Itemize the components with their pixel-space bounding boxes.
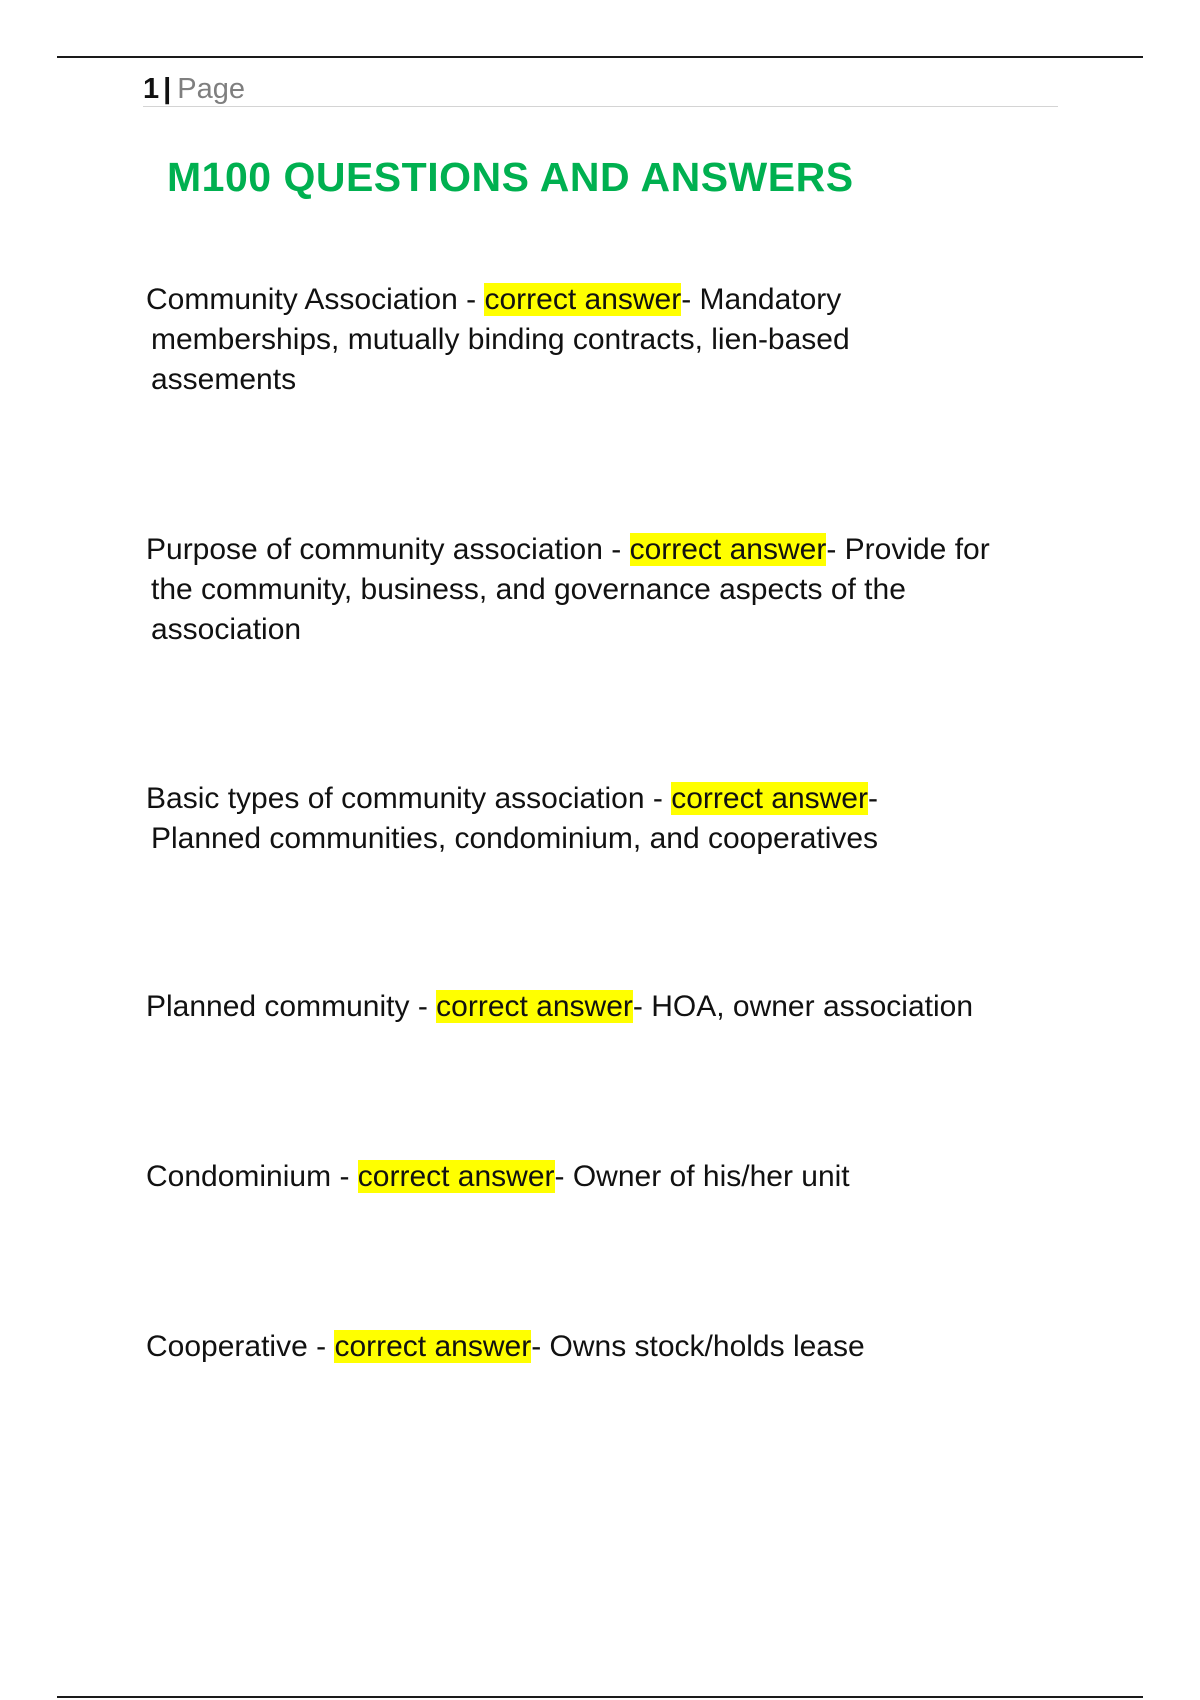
page-label: Page xyxy=(177,73,245,105)
qa-line xyxy=(146,1157,1046,1197)
question-dash: - xyxy=(417,990,428,1023)
answer-text: - Mandatory xyxy=(681,283,842,316)
page-separator: | xyxy=(163,73,172,105)
qa-line xyxy=(146,280,1046,320)
qa-item xyxy=(146,987,1046,1027)
qa-item xyxy=(146,530,1046,650)
question-dash: - xyxy=(466,283,477,316)
document-title: M100 QUESTIONS AND ANSWERS xyxy=(167,154,854,200)
correct-answer-highlight: correct answer xyxy=(334,1330,532,1363)
correct-answer-highlight: correct answer xyxy=(436,990,633,1023)
answer-text: - Owns stock/holds lease xyxy=(531,1330,865,1363)
qa-line xyxy=(146,987,1046,1027)
question-dash: - xyxy=(652,782,663,815)
answer-text: - Owner of his/her unit xyxy=(554,1160,850,1193)
answer-text: - xyxy=(867,782,878,815)
question-term: Community Association xyxy=(146,283,458,316)
answer-line: the community, business, and governance aspects of the xyxy=(151,573,906,606)
question-term: Condominium xyxy=(146,1160,332,1193)
qa-item xyxy=(146,1327,1046,1367)
answer-line: association xyxy=(151,613,302,646)
answer-line: assements xyxy=(151,363,297,396)
top-rule xyxy=(57,56,1143,58)
answer-text: - Provide for xyxy=(826,533,990,566)
question-dash: - xyxy=(611,533,622,566)
qa-item xyxy=(146,280,1046,400)
question-term: Basic types of community association xyxy=(146,782,645,815)
question-term: Cooperative xyxy=(146,1330,308,1363)
qa-item xyxy=(146,779,1046,859)
qa-item xyxy=(146,1157,1046,1197)
correct-answer-highlight: correct answer xyxy=(629,533,827,566)
qa-line xyxy=(146,1327,1046,1367)
question-term: Purpose of community association xyxy=(146,533,603,566)
qa-line xyxy=(146,779,1046,819)
page-header xyxy=(143,72,1058,107)
question-dash: - xyxy=(316,1330,327,1363)
correct-answer-highlight: correct answer xyxy=(671,782,868,815)
answer-line: memberships, mutually binding contracts, lien-based xyxy=(151,323,850,356)
page-number: 1 xyxy=(143,73,160,105)
correct-answer-highlight: correct answer xyxy=(357,1160,555,1193)
bottom-rule xyxy=(57,1696,1143,1698)
answer-text: - HOA, owner association xyxy=(632,990,974,1023)
qa-line xyxy=(146,530,1046,570)
question-term: Planned community xyxy=(146,990,410,1023)
question-dash: - xyxy=(339,1160,350,1193)
correct-answer-highlight: correct answer xyxy=(484,283,682,316)
answer-line: Planned communities, condominium, and cooperatives xyxy=(151,822,879,855)
